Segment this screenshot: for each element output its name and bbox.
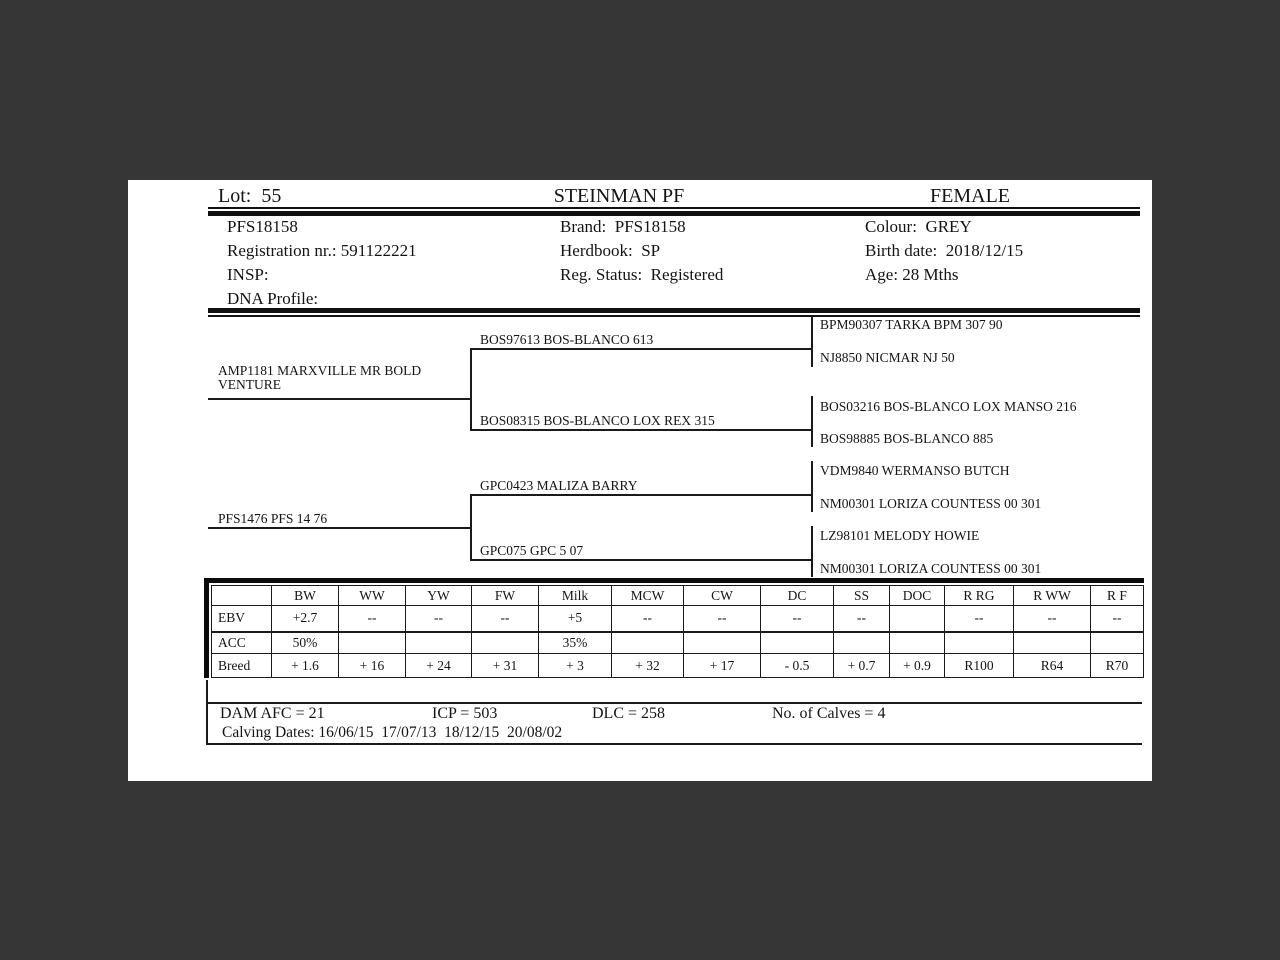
ebv-row-label: Breed xyxy=(212,654,272,678)
ebv-column-header: SS xyxy=(834,586,890,606)
ebv-column-header: CW xyxy=(684,586,761,606)
pedigree-bracket-sire xyxy=(470,348,472,430)
ebv-column-header: R WW xyxy=(1014,586,1091,606)
ebv-cell: R70 xyxy=(1091,654,1144,678)
ebv-cell xyxy=(684,632,761,654)
ebv-cell: - 0.5 xyxy=(761,654,834,678)
pedigree-bracket-dam xyxy=(470,494,472,560)
sex-label: FEMALE xyxy=(930,185,1010,207)
lot-number: Lot: 55 xyxy=(218,185,282,207)
title-separator xyxy=(208,207,1140,216)
insp-label: INSP: xyxy=(227,265,269,284)
ebv-cell: -- xyxy=(1014,606,1091,632)
age-field: Age: 28 Mths xyxy=(865,265,959,284)
pedigree-dam-dam-dam: NM00301 LORIZA COUNTESS 00 301 xyxy=(820,561,1042,576)
ebv-cell: -- xyxy=(945,606,1014,632)
ebv-cell: -- xyxy=(684,606,761,632)
pedigree-line-sire-underline xyxy=(208,398,471,400)
ebv-cell: + 0.9 xyxy=(890,654,945,678)
pedigree-dam-sire: GPC0423 MALIZA BARRY xyxy=(480,478,638,493)
ebv-cell: -- xyxy=(1091,606,1144,632)
dna-profile-label: DNA Profile: xyxy=(227,289,319,308)
calving-dates: Calving Dates: 16/06/15 17/07/13 18/12/15 20/08/02 xyxy=(222,724,563,741)
ebv-cell: R64 xyxy=(1014,654,1091,678)
ebv-cell: +5 xyxy=(539,606,612,632)
ebv-cell xyxy=(761,632,834,654)
ebv-cell: + 17 xyxy=(684,654,761,678)
pedigree-bracket-dam-dam xyxy=(811,526,813,577)
ebv-column-header: WW xyxy=(339,586,406,606)
page-title: STEINMAN PF xyxy=(553,185,685,207)
icp-value: ICP = 503 xyxy=(432,705,498,722)
ebv-cell xyxy=(472,632,539,654)
catalog-page xyxy=(128,180,1152,781)
pedigree-bracket-sire-dam xyxy=(811,396,813,447)
ebv-cell: 35% xyxy=(539,632,612,654)
pedigree-sire-dam: BOS08315 BOS-BLANCO LOX REX 315 xyxy=(480,413,715,428)
ebv-column-header xyxy=(212,586,272,606)
dam-afc-value: DAM AFC = 21 xyxy=(220,705,325,722)
ebv-cell: -- xyxy=(612,606,684,632)
ebv-cell xyxy=(834,632,890,654)
brand-field: Brand: PFS18158 xyxy=(560,217,686,236)
ebv-cell xyxy=(890,606,945,632)
ebv-cell: -- xyxy=(406,606,472,632)
ebv-row-ebv xyxy=(212,606,1144,632)
pedigree-dam-dam-sire: LZ98101 MELODY HOWIE xyxy=(820,528,980,543)
pedigree-dam: PFS1476 PFS 14 76 xyxy=(218,511,328,526)
pedigree-line-dam-dam-underline xyxy=(470,559,812,561)
pedigree-sire-sire-sire: BPM90307 TARKA BPM 307 90 xyxy=(820,317,1003,332)
ebv-row-label: EBV xyxy=(212,606,272,632)
pedigree-sire: AMP1181 MARXVILLE MR BOLD VENTURE xyxy=(218,363,422,392)
pedigree-sire-sire-dam: NJ8850 NICMAR NJ 50 xyxy=(820,350,955,365)
ebv-cell: -- xyxy=(339,606,406,632)
ebv-column-header: YW xyxy=(406,586,472,606)
ebv-table-frame xyxy=(204,578,1144,678)
ebv-cell: + 24 xyxy=(406,654,472,678)
ebv-row-acc xyxy=(212,632,1144,654)
ebv-row-breed xyxy=(212,654,1144,678)
herdbook-field: Herdbook: SP xyxy=(560,241,661,260)
pedigree-line-dam-sire-underline xyxy=(470,494,812,496)
birth-date-field: Birth date: 2018/12/15 xyxy=(865,241,1024,260)
pedigree-sire-dam-dam: BOS98885 BOS-BLANCO 885 xyxy=(820,431,994,446)
pedigree-line-sire-sire-underline xyxy=(470,348,812,350)
ebv-cell: -- xyxy=(834,606,890,632)
reg-status-field: Reg. Status: Registered xyxy=(560,265,724,284)
registration-nr: Registration nr.: 591122221 xyxy=(227,241,417,260)
pedigree-sire-sire: BOS97613 BOS-BLANCO 613 xyxy=(480,332,654,347)
ebv-cell: -- xyxy=(761,606,834,632)
table-left-edge-connector xyxy=(206,680,208,702)
ebv-cell xyxy=(612,632,684,654)
ebv-column-header: BW xyxy=(272,586,339,606)
ebv-header-row xyxy=(212,586,1144,606)
ebv-table xyxy=(211,585,1144,678)
ebv-column-header: MCW xyxy=(612,586,684,606)
dam-stats-box xyxy=(206,702,1142,745)
info-separator xyxy=(208,308,1140,317)
calves-count: No. of Calves = 4 xyxy=(772,705,886,722)
pedigree-bracket-sire-sire xyxy=(811,316,813,367)
pedigree-line-sire-dam-underline xyxy=(470,429,812,431)
pedigree-bracket-dam-sire xyxy=(811,461,813,512)
ebv-cell xyxy=(339,632,406,654)
ebv-cell: + 31 xyxy=(472,654,539,678)
ebv-cell: + 16 xyxy=(339,654,406,678)
ebv-cell xyxy=(945,632,1014,654)
pedigree-dam-dam: GPC075 GPC 5 07 xyxy=(480,543,584,558)
ebv-column-header: DOC xyxy=(890,586,945,606)
animal-id: PFS18158 xyxy=(227,217,298,236)
ebv-cell xyxy=(1014,632,1091,654)
dlc-value: DLC = 258 xyxy=(592,705,666,722)
ebv-cell: -- xyxy=(472,606,539,632)
ebv-column-header: R RG xyxy=(945,586,1014,606)
colour-field: Colour: GREY xyxy=(865,217,972,236)
ebv-cell: + 1.6 xyxy=(272,654,339,678)
ebv-row-label: ACC xyxy=(212,632,272,654)
ebv-cell xyxy=(406,632,472,654)
pedigree-line-dam-underline xyxy=(208,527,471,529)
ebv-cell: 50% xyxy=(272,632,339,654)
ebv-cell: + 0.7 xyxy=(834,654,890,678)
ebv-cell xyxy=(890,632,945,654)
ebv-column-header: DC xyxy=(761,586,834,606)
ebv-column-header: R F xyxy=(1091,586,1144,606)
ebv-cell: R100 xyxy=(945,654,1014,678)
ebv-cell: + 3 xyxy=(539,654,612,678)
pedigree-dam-sire-sire: VDM9840 WERMANSO BUTCH xyxy=(820,463,1010,478)
pedigree-dam-sire-dam: NM00301 LORIZA COUNTESS 00 301 xyxy=(820,496,1042,511)
ebv-table-body xyxy=(212,606,1144,678)
ebv-cell xyxy=(1091,632,1144,654)
ebv-cell: + 32 xyxy=(612,654,684,678)
ebv-cell: +2.7 xyxy=(272,606,339,632)
ebv-column-header: Milk xyxy=(539,586,612,606)
ebv-column-header: FW xyxy=(472,586,539,606)
pedigree-sire-dam-sire: BOS03216 BOS-BLANCO LOX MANSO 216 xyxy=(820,399,1077,414)
